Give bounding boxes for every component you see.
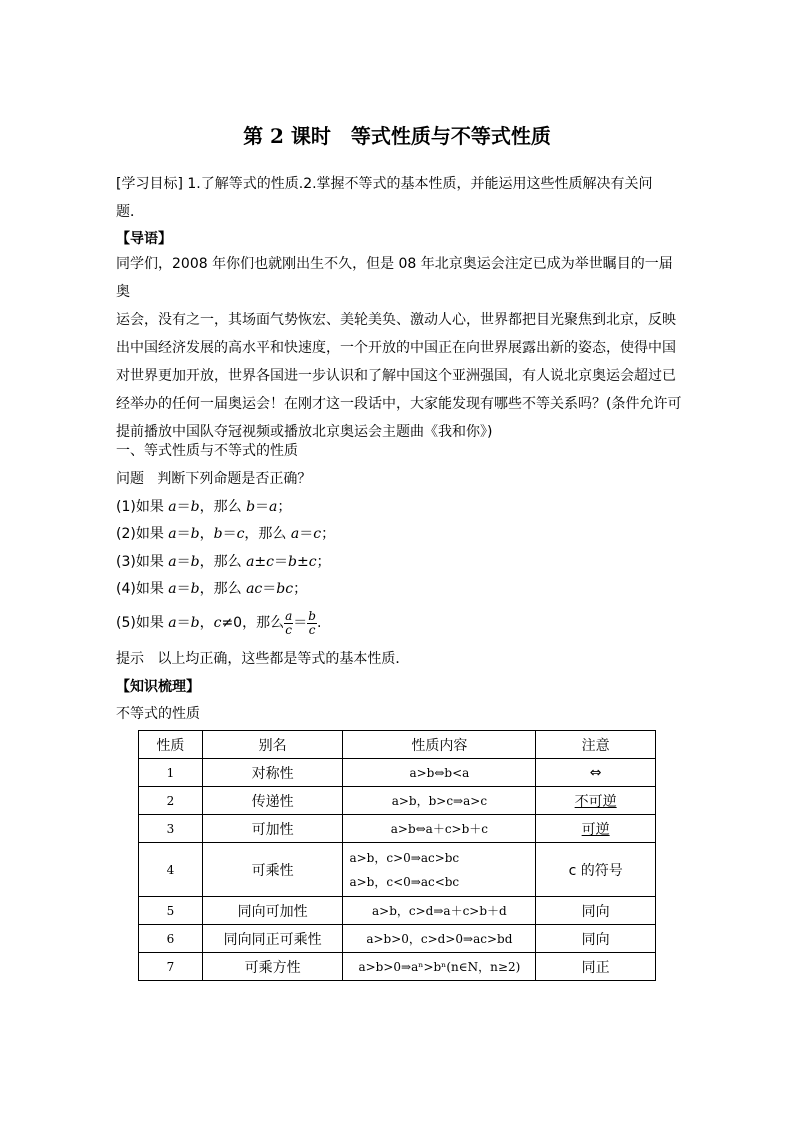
intro-line: 运会，没有之一，其场面气势恢宏、美轮美奂、激动人心，世界都把目光聚焦到北京，反映 [116, 312, 676, 328]
property-note: c 的符号 [536, 843, 656, 897]
header-cell: 性质内容 [343, 731, 536, 759]
header-cell: 性质 [139, 731, 203, 759]
proposition-text: ＝ [222, 526, 237, 542]
proposition-text: ＝ [176, 554, 191, 570]
objectives-line-2: 题． [116, 204, 144, 220]
proposition-text: ＝ [299, 526, 314, 542]
property-number: 7 [139, 953, 203, 981]
math-var: a [269, 499, 278, 515]
math-var: b [190, 554, 200, 570]
proposition-text: (1)如果 [116, 499, 169, 515]
proposition-text: ＝ [255, 499, 270, 515]
proposition-5 [116, 608, 321, 638]
hint-text: 以上均正确，这些都是等式的基本性质． [157, 651, 410, 667]
hint-tag: 提示 [116, 651, 144, 667]
math-var: c [266, 554, 274, 570]
fraction-numerator: a [285, 608, 293, 623]
proposition-text: ； [321, 526, 336, 542]
intro-line: 出中国经济发展的高水平和快速度，一个开放的中国正在向世界展露出新的姿态，使得中国 [116, 340, 676, 356]
table-row [139, 897, 656, 925]
proposition-text: ； [293, 581, 308, 597]
proposition-text: ≠0，那么 [221, 615, 285, 631]
math-var: c [313, 526, 322, 542]
math-var: bc [276, 581, 294, 597]
hint-line [116, 649, 409, 669]
math-var: b [190, 526, 200, 542]
math-var: a [168, 526, 177, 542]
proposition-text: ＝ [176, 499, 191, 515]
proposition-text: ＝ [262, 581, 277, 597]
intro-tag: 【导语】 [116, 231, 172, 247]
math-var: b [246, 499, 256, 515]
math-var: b [190, 615, 200, 631]
header-cell: 别名 [202, 731, 343, 759]
proposition-text: ± [254, 554, 267, 570]
fraction-denominator: c [308, 622, 316, 637]
property-alias: 可乘性 [202, 843, 343, 897]
property-note: 同向 [536, 897, 656, 925]
property-number: 1 [139, 759, 203, 787]
knowledge-tag: 【知识梳理】 [116, 679, 200, 695]
proposition-text: (5)如果 [116, 615, 169, 631]
intro-paragraph [116, 250, 682, 446]
property-alias: 同向可加性 [202, 897, 343, 925]
question-text: 判断下列命题是否正确？ [157, 471, 312, 487]
math-var: a [168, 499, 177, 515]
table-row [139, 953, 656, 981]
property-number: 6 [139, 925, 203, 953]
fraction-a-over-c [284, 610, 293, 637]
property-note: 可逆 [536, 815, 656, 843]
proposition-text: ， [199, 526, 214, 542]
objectives-text: 1.了解等式的性质.2.掌握不等式的基本性质，并能运用这些性质解决有关问 [187, 176, 653, 192]
intro-line: 同学们，2008 年你们也就刚出生不久，但是 08 年北京奥运会注定已成为举世瞩目的一届奥 [116, 256, 673, 300]
proposition-text: ＝ [274, 554, 288, 570]
fraction-b-over-c [307, 610, 317, 637]
math-var: a [168, 554, 177, 570]
proposition-text: (2)如果 [116, 526, 169, 542]
property-number: 5 [139, 897, 203, 925]
property-content-line: a>b，c>0⇒ac>bc [349, 850, 460, 865]
intro-line: 提前播放中国队夺冠视频或播放北京奥运会主题曲《我和你》) [116, 424, 493, 440]
math-var: a [246, 554, 255, 570]
table-row [139, 759, 656, 787]
proposition-text: ，那么 [244, 526, 291, 542]
proposition-text: ＝ [176, 615, 191, 631]
proposition-4 [116, 579, 307, 599]
proposition-1 [116, 497, 291, 517]
property-number: 4 [139, 843, 203, 897]
property-content: a>b，b>c⇒a>c [343, 787, 536, 815]
proposition-text: ； [316, 554, 331, 570]
math-var: b [213, 526, 223, 542]
proposition-text: ＝ [176, 526, 191, 542]
intro-line: 经举办的任何一届奥运会！在刚才这一段话中，大家能发现有哪些不等关系吗？(条件允许可 [116, 396, 682, 412]
proposition-text: ； [277, 499, 292, 515]
property-number: 2 [139, 787, 203, 815]
inequality-properties-table [138, 730, 656, 981]
proposition-text: ＝ [176, 581, 191, 597]
proposition-text: ，那么 [199, 499, 247, 515]
property-note: ⇔ [536, 759, 656, 787]
math-var: b [190, 499, 200, 515]
math-var: b [190, 581, 200, 597]
property-note: 同向 [536, 925, 656, 953]
proposition-2 [116, 524, 335, 544]
section-heading: 一、等式性质与不等式的性质 [116, 443, 298, 459]
property-note: 不可逆 [536, 787, 656, 815]
property-content [343, 843, 536, 897]
math-var: ac [246, 581, 263, 597]
table-row [139, 787, 656, 815]
property-alias: 对称性 [202, 759, 343, 787]
proposition-text: ，那么 [199, 554, 247, 570]
math-var: c [236, 526, 245, 542]
proposition-text: ＝ [293, 615, 308, 631]
property-content: a>b，c>d⇒a＋c>b＋d [343, 897, 536, 925]
property-content: a>b⇔b<a [343, 759, 536, 787]
page-title: 第 2 课时 等式性质与不等式性质 [243, 124, 551, 148]
proposition-text: ± [296, 554, 309, 570]
fraction-numerator: b [308, 608, 316, 623]
fraction-denominator: c [285, 622, 293, 637]
proposition-text: . [316, 615, 322, 631]
proposition-text: ，那么 [199, 581, 247, 597]
proposition-text: (4)如果 [116, 581, 169, 597]
math-var: c [308, 554, 317, 570]
property-alias: 同向同正可乘性 [202, 925, 343, 953]
math-var: a [168, 581, 177, 597]
math-var: a [290, 526, 300, 542]
property-content: a>b⇔a＋c>b＋c [343, 815, 536, 843]
table-row [139, 843, 656, 897]
objectives-line-1 [116, 174, 653, 194]
question-tag: 问题 [116, 471, 144, 487]
table-header-row [139, 731, 656, 759]
proposition-text: (3)如果 [116, 554, 169, 570]
property-content: a>b>0，c>d>0⇒ac>bd [343, 925, 536, 953]
property-alias: 传递性 [202, 787, 343, 815]
property-alias: 可加性 [202, 815, 343, 843]
table-row [139, 925, 656, 953]
table-caption: 不等式的性质 [116, 706, 200, 722]
property-note: 同正 [536, 953, 656, 981]
header-cell: 注意 [536, 731, 656, 759]
property-content-line: a>b，c<0⇒ac<bc [349, 874, 460, 889]
table-row [139, 815, 656, 843]
proposition-3 [116, 552, 331, 572]
math-var: b [288, 554, 297, 570]
objectives-tag: [学习目标] [116, 176, 183, 192]
intro-line: 对世界更加开放，世界各国进一步认识和了解中国这个亚洲强国，有人说北京奥运会超过已 [116, 368, 676, 384]
math-var: a [168, 615, 177, 631]
proposition-text: ， [199, 615, 214, 631]
property-content: a>b>0⇒aⁿ>bⁿ(n∈N，n≥2) [343, 953, 536, 981]
property-alias: 可乘方性 [202, 953, 343, 981]
question-line [116, 469, 311, 489]
property-number: 3 [139, 815, 203, 843]
math-var: c [213, 615, 222, 631]
